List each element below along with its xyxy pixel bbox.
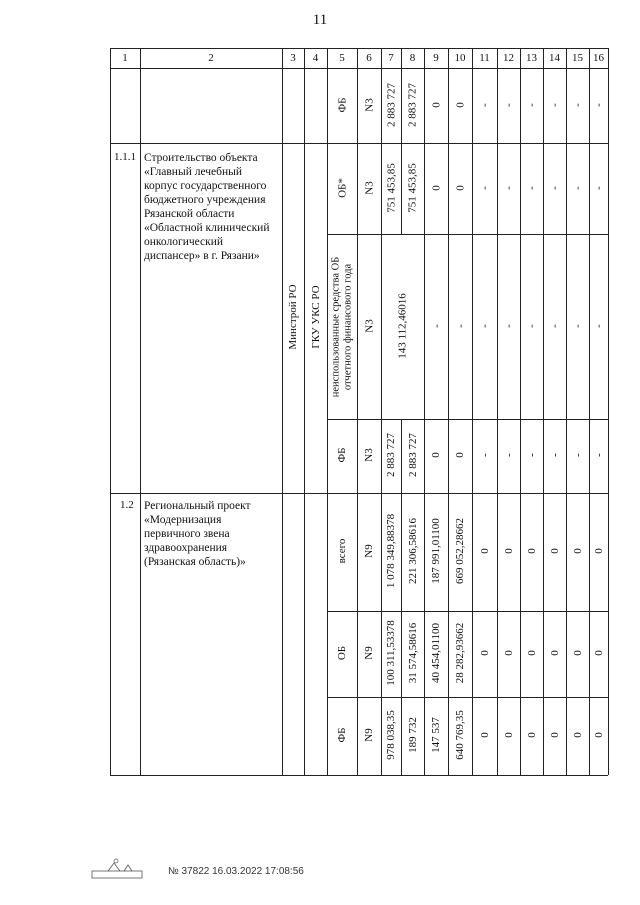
amount-cell: 2 883 727 — [406, 433, 419, 477]
amount-cell: 143 112,46016 — [396, 292, 409, 359]
responsible-authority: Минстрой РО — [287, 284, 299, 350]
empty-dash: - — [592, 453, 605, 457]
funding-source: ОБ — [336, 645, 348, 661]
empty-dash: - — [502, 453, 515, 457]
amount-cell: 100 311,53378 — [385, 620, 397, 686]
code-cell: N3 — [363, 318, 375, 333]
amount-cell: 751 453,85 — [385, 162, 397, 213]
empty-dash: - — [592, 323, 605, 328]
code-cell: N9 — [363, 544, 375, 558]
empty-dash: - — [502, 185, 515, 190]
column-header-5: 5 — [339, 52, 345, 64]
column-header-4: 4 — [312, 52, 319, 64]
empty-dash: - — [571, 453, 584, 457]
amount-cell: 640 769,35 — [454, 710, 466, 760]
empty-dash: - — [548, 323, 561, 328]
code-cell: N3 — [363, 180, 375, 195]
zero-cell: 0 — [592, 732, 605, 738]
empty-dash: - — [571, 323, 584, 328]
amount-cell: 28 282,93662 — [454, 622, 466, 684]
amount-cell: 0 — [454, 184, 466, 191]
amount-cell: 0 — [430, 452, 442, 458]
zero-cell: 0 — [478, 650, 491, 656]
column-line — [589, 48, 590, 775]
amount-cell: 2 883 727 — [385, 82, 397, 127]
amount-cell: 0 — [430, 101, 442, 108]
amount-cell: 31 574,58616 — [406, 622, 419, 684]
amount-cell: 147 537 — [430, 717, 442, 753]
zero-cell: 0 — [592, 548, 605, 554]
empty-dash: - — [525, 323, 538, 328]
zero-cell: 0 — [548, 732, 561, 738]
zero-cell: 0 — [502, 732, 515, 738]
amount-cell: 0 — [454, 452, 466, 458]
code-cell: N3 — [363, 448, 375, 462]
funding-source: неиспользованные средства ОБ отчетного финансового года — [330, 256, 353, 397]
empty-dash: - — [525, 102, 538, 107]
amount-cell: 669 052,28662 — [454, 518, 466, 584]
column-line — [401, 48, 402, 234]
column-header-14: 14 — [549, 52, 560, 64]
zero-cell: 0 — [571, 548, 584, 554]
empty-dash: - — [525, 453, 538, 457]
zero-cell: 0 — [525, 650, 538, 656]
row-name: Строительство объекта «Главный лечебный корпус государственного бюджетного учреждения Рязанской области «Областной клинический онкологический диспансер» в г. Рязани» — [144, 152, 270, 262]
column-header-15: 15 — [572, 52, 583, 64]
funding-source: ФБ — [336, 97, 348, 113]
code-cell: N9 — [363, 728, 375, 742]
empty-dash: - — [548, 453, 561, 457]
column-header-12: 12 — [503, 52, 514, 64]
column-header-9: 9 — [433, 52, 439, 64]
empty-dash: - — [478, 453, 491, 457]
column-line — [520, 48, 521, 775]
zero-cell: 0 — [571, 650, 584, 656]
zero-cell: 0 — [592, 650, 605, 656]
empty-dash: - — [548, 185, 561, 190]
amount-cell: 0 — [430, 184, 442, 191]
column-line — [543, 48, 544, 775]
amount-cell: 221 306,58616 — [406, 518, 419, 584]
column-header-6: 6 — [366, 52, 372, 64]
amount-cell: 0 — [454, 101, 466, 108]
row-name: Региональный проект «Модернизация первичного звена здравоохранения (Рязанская область)» — [144, 500, 251, 568]
empty-dash: - — [478, 185, 491, 190]
table-border-bottom — [110, 775, 608, 776]
executor: ГКУ УКС РО — [309, 285, 322, 349]
column-header-7: 7 — [388, 52, 394, 64]
zero-cell: 0 — [525, 548, 538, 554]
zero-cell: 0 — [548, 650, 561, 656]
zero-cell: 0 — [525, 732, 538, 738]
empty-dash: - — [548, 102, 561, 107]
empty-dash: - — [592, 102, 605, 107]
column-line — [327, 48, 328, 775]
zero-cell: 0 — [502, 548, 515, 554]
registration-stamp — [110, 866, 304, 877]
code-cell: N3 — [363, 97, 375, 112]
column-header-8: 8 — [409, 52, 416, 64]
empty-dash: - — [592, 185, 605, 190]
registration-text: № 37822 16.03.2022 17:08:56 — [168, 866, 304, 877]
column-header-3: 3 — [290, 52, 296, 64]
column-header-11: 11 — [479, 52, 490, 64]
empty-dash: - — [571, 185, 584, 190]
amount-cell: 2 883 727 — [406, 82, 419, 127]
zero-cell: 0 — [478, 732, 491, 738]
zero-cell: 0 — [571, 732, 584, 738]
amount-cell: 2 883 727 — [385, 433, 397, 477]
empty-dash: - — [478, 102, 491, 107]
column-header-1: 1 — [122, 52, 128, 64]
column-line — [472, 48, 473, 775]
column-line — [282, 48, 283, 775]
column-line — [110, 48, 111, 775]
column-header-16: 16 — [593, 52, 604, 64]
column-line — [357, 48, 358, 775]
column-line — [566, 48, 567, 775]
column-line — [448, 48, 449, 775]
empty-dash: - — [478, 323, 491, 328]
empty-dash: - — [502, 102, 515, 107]
column-header-13: 13 — [526, 52, 537, 64]
column-line — [401, 419, 402, 775]
empty-dash: - — [430, 323, 442, 328]
amount-cell: 751 453,85 — [406, 162, 419, 213]
amount-cell: 40 454,01100 — [430, 622, 442, 684]
column-line — [381, 48, 382, 775]
column-line — [608, 48, 609, 775]
row-id: 1.2 — [120, 499, 134, 511]
code-cell: N9 — [363, 646, 375, 660]
column-line — [497, 48, 498, 775]
column-header-2: 2 — [208, 52, 214, 64]
funding-source: ФБ — [336, 727, 348, 743]
zero-cell: 0 — [478, 548, 491, 554]
budget-table — [110, 48, 608, 775]
column-header-10: 10 — [454, 52, 466, 64]
page-number: 11 — [312, 12, 328, 28]
empty-dash: - — [571, 102, 584, 107]
row-id: 1.1.1 — [114, 151, 136, 163]
funding-source: ОБ* — [336, 177, 348, 198]
funding-source: всего — [336, 538, 348, 564]
zero-cell: 0 — [502, 650, 515, 656]
amount-cell: 978 038,35 — [385, 710, 397, 760]
amount-cell: 189 732 — [406, 717, 419, 753]
column-line — [424, 48, 425, 775]
column-line — [304, 48, 305, 775]
zero-cell: 0 — [548, 548, 561, 554]
empty-dash: - — [525, 185, 538, 190]
funding-source: ФБ — [336, 447, 348, 463]
amount-cell: 1 078 349,88378 — [385, 513, 397, 589]
empty-dash: - — [454, 323, 466, 328]
amount-cell: 187 991,01100 — [430, 518, 442, 584]
column-line — [140, 48, 141, 775]
empty-dash: - — [502, 323, 515, 328]
